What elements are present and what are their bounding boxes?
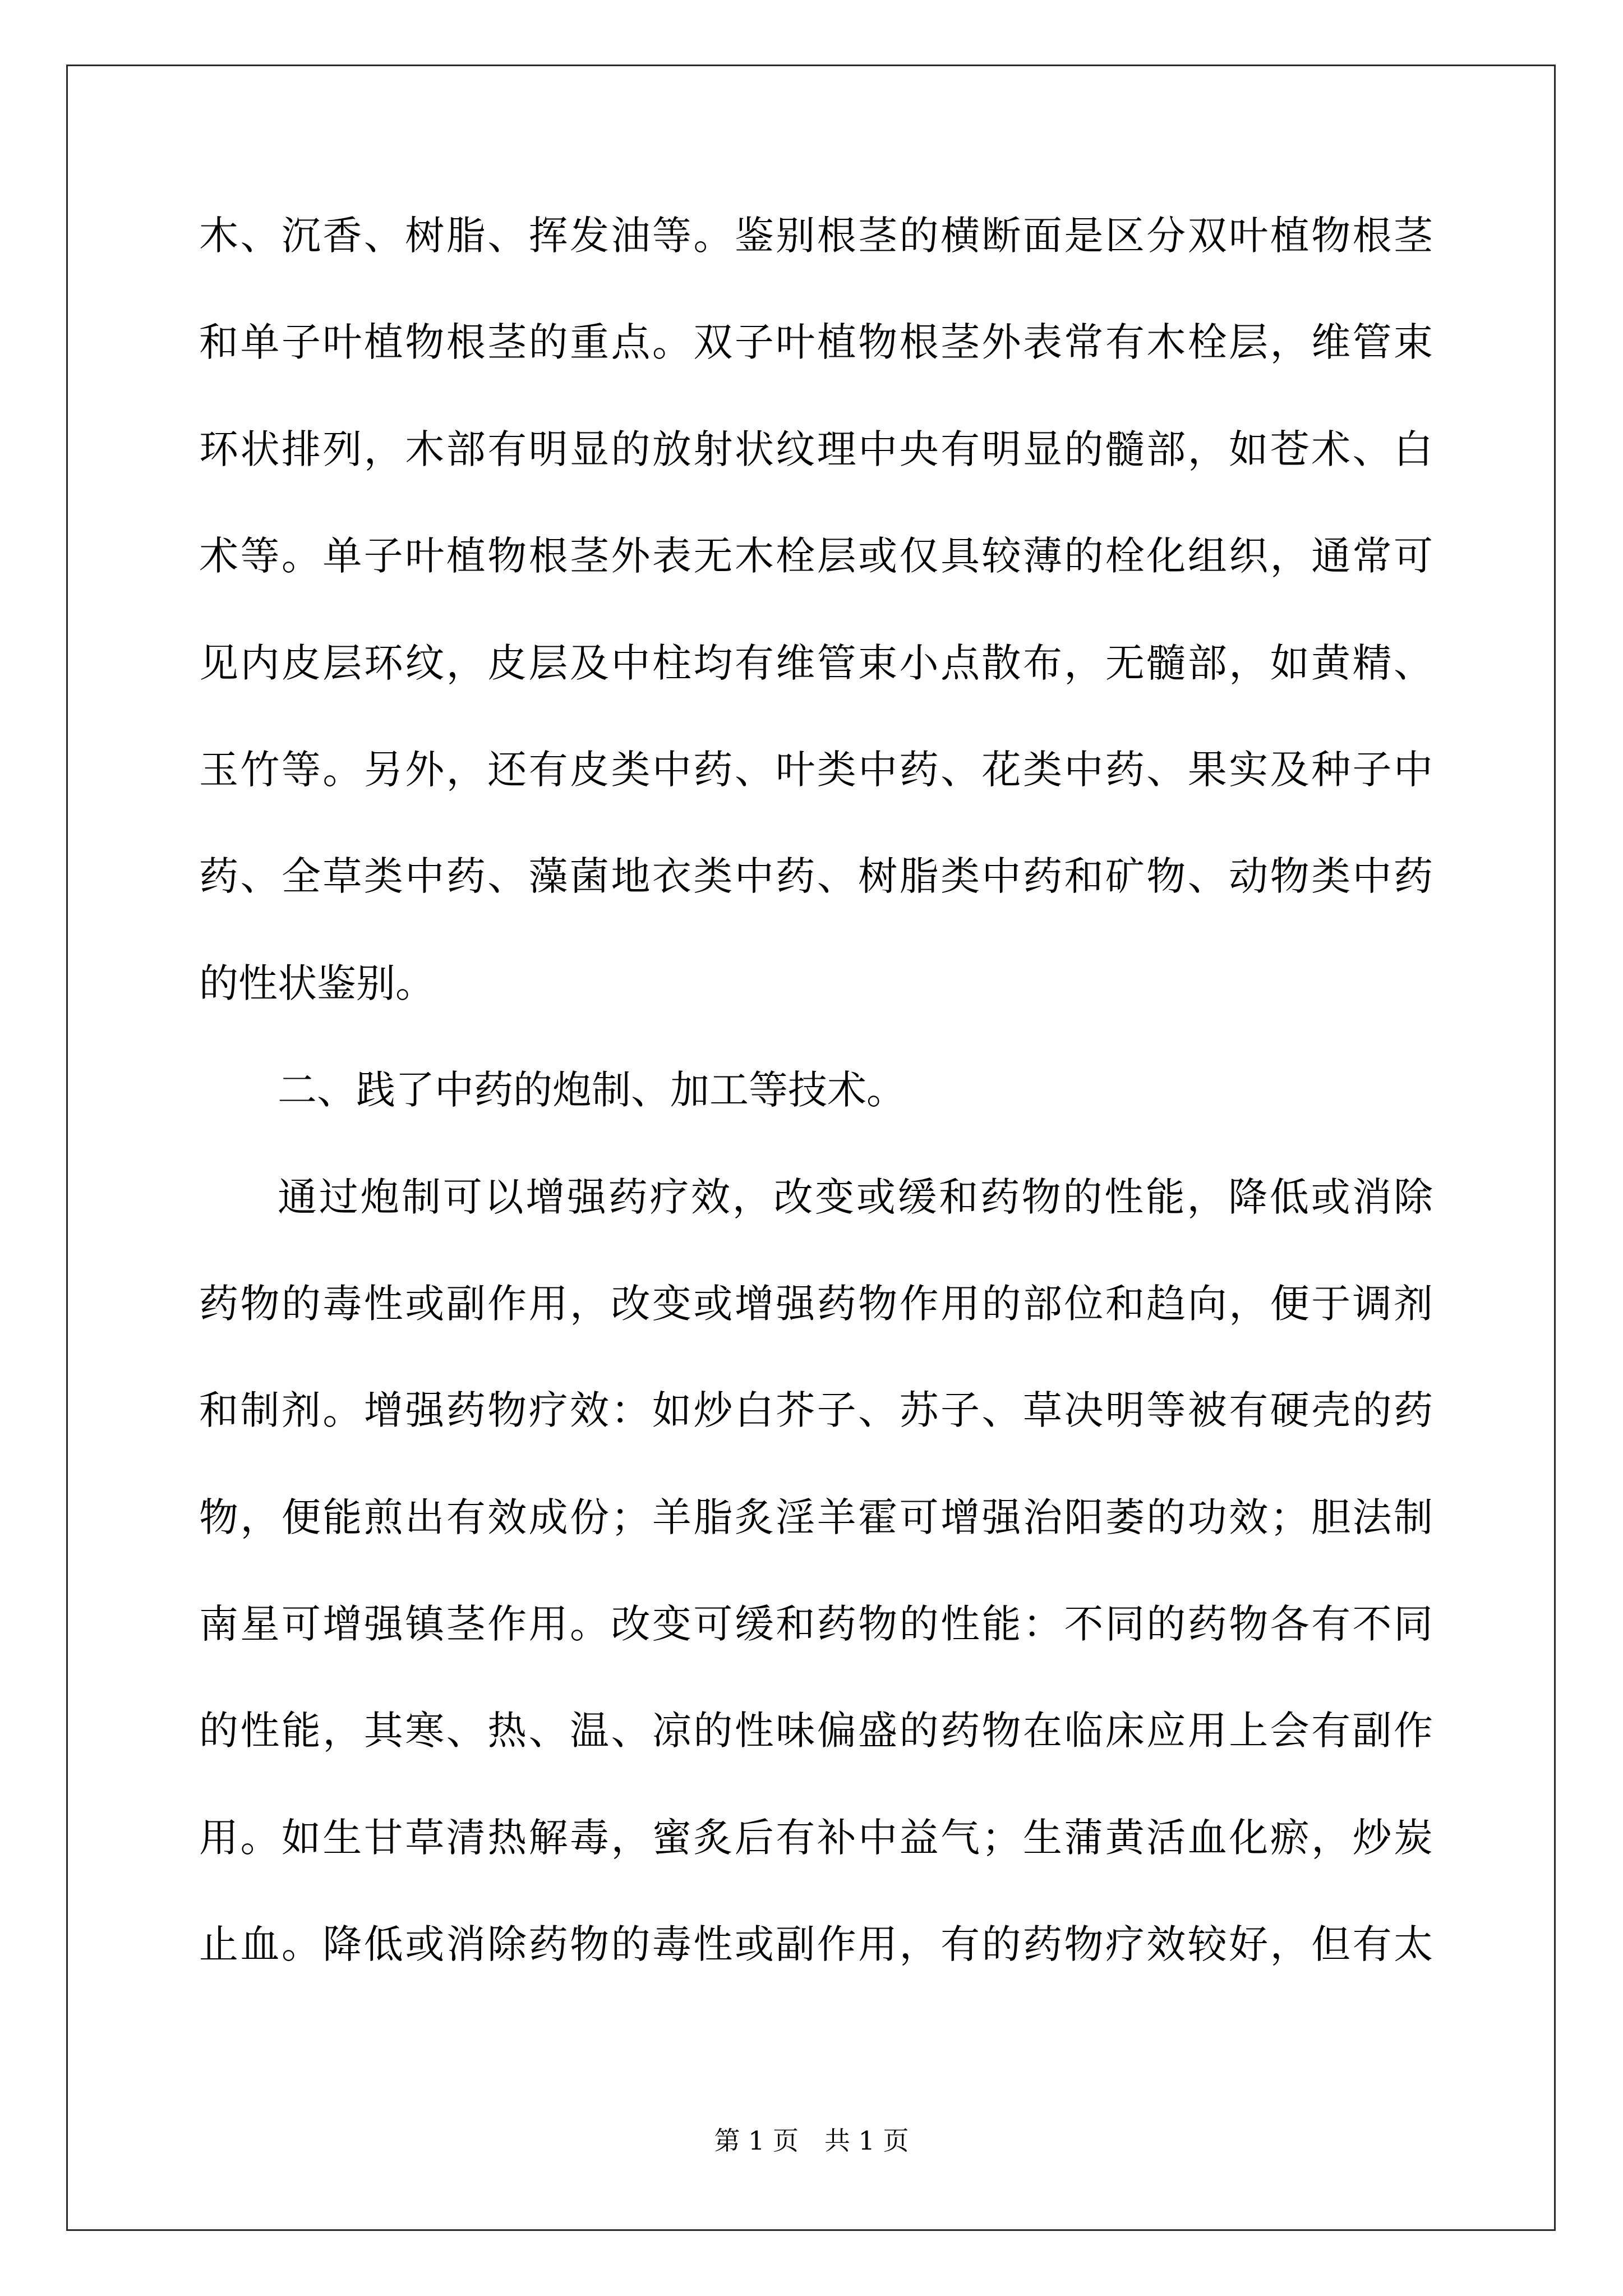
page-footer [0,2124,1623,2157]
text-line: 和制剂。增强药物疗效：如炒白芥子、苏子、草决明等被有硬壳的药 [199,1387,1433,1434]
text-line: 环状排列，木部有明显的放射状纹理中央有明显的髓部，如苍术、白 [199,426,1433,472]
text-line: 止血。降低或消除药物的毒性或副作用，有的药物疗效较好，但有太 [199,1921,1433,1968]
text-line: 用。如生甘草清热解毒，蜜炙后有补中益气；生蒲黄活血化瘀，炒炭 [199,1814,1433,1861]
text-line: 术等。单子叶植物根茎外表无木栓层或仅具较薄的栓化组织，通常可 [199,533,1433,579]
page-number-label: 第 1 页 共 1 页 [714,2125,909,2156]
text-line: 玉竹等。另外，还有皮类中药、叶类中药、花类中药、果实及种子中 [199,746,1433,793]
text-line: 通过炮制可以增强药疗效，改变或缓和药物的性能，降低或消除 [278,1174,1433,1220]
text-line: 药、全草类中药、藻菌地衣类中药、树脂类中药和矿物、动物类中药 [199,853,1433,900]
text-line: 木、沉香、树脂、挥发油等。鉴别根茎的横断面是区分双叶植物根茎 [199,213,1433,259]
text-line: 药物的毒性或副作用，改变或增强药物作用的部位和趋向，便于调剂 [199,1280,1433,1327]
text-line: 物，便能煎出有效成份；羊脂炙淫羊霍可增强治阳萎的功效；胆法制 [199,1494,1433,1540]
text-line: 的性能，其寒、热、温、凉的性味偏盛的药物在临床应用上会有副作 [199,1708,1433,1754]
text-line: 二、践了中药的炮制、加工等技术。 [278,1067,906,1114]
text-line: 南星可增强镇茎作用。改变可缓和药物的性能：不同的药物各有不同 [199,1601,1433,1648]
text-line: 和单子叶植物根茎的重点。双子叶植物根茎外表常有木栓层，维管束 [199,319,1433,366]
text-line: 的性状鉴别。 [199,960,435,1006]
text-line: 见内皮层环纹，皮层及中柱均有维管束小点散布，无髓部，如黄精、 [199,639,1433,686]
document-body [199,208,1433,2023]
